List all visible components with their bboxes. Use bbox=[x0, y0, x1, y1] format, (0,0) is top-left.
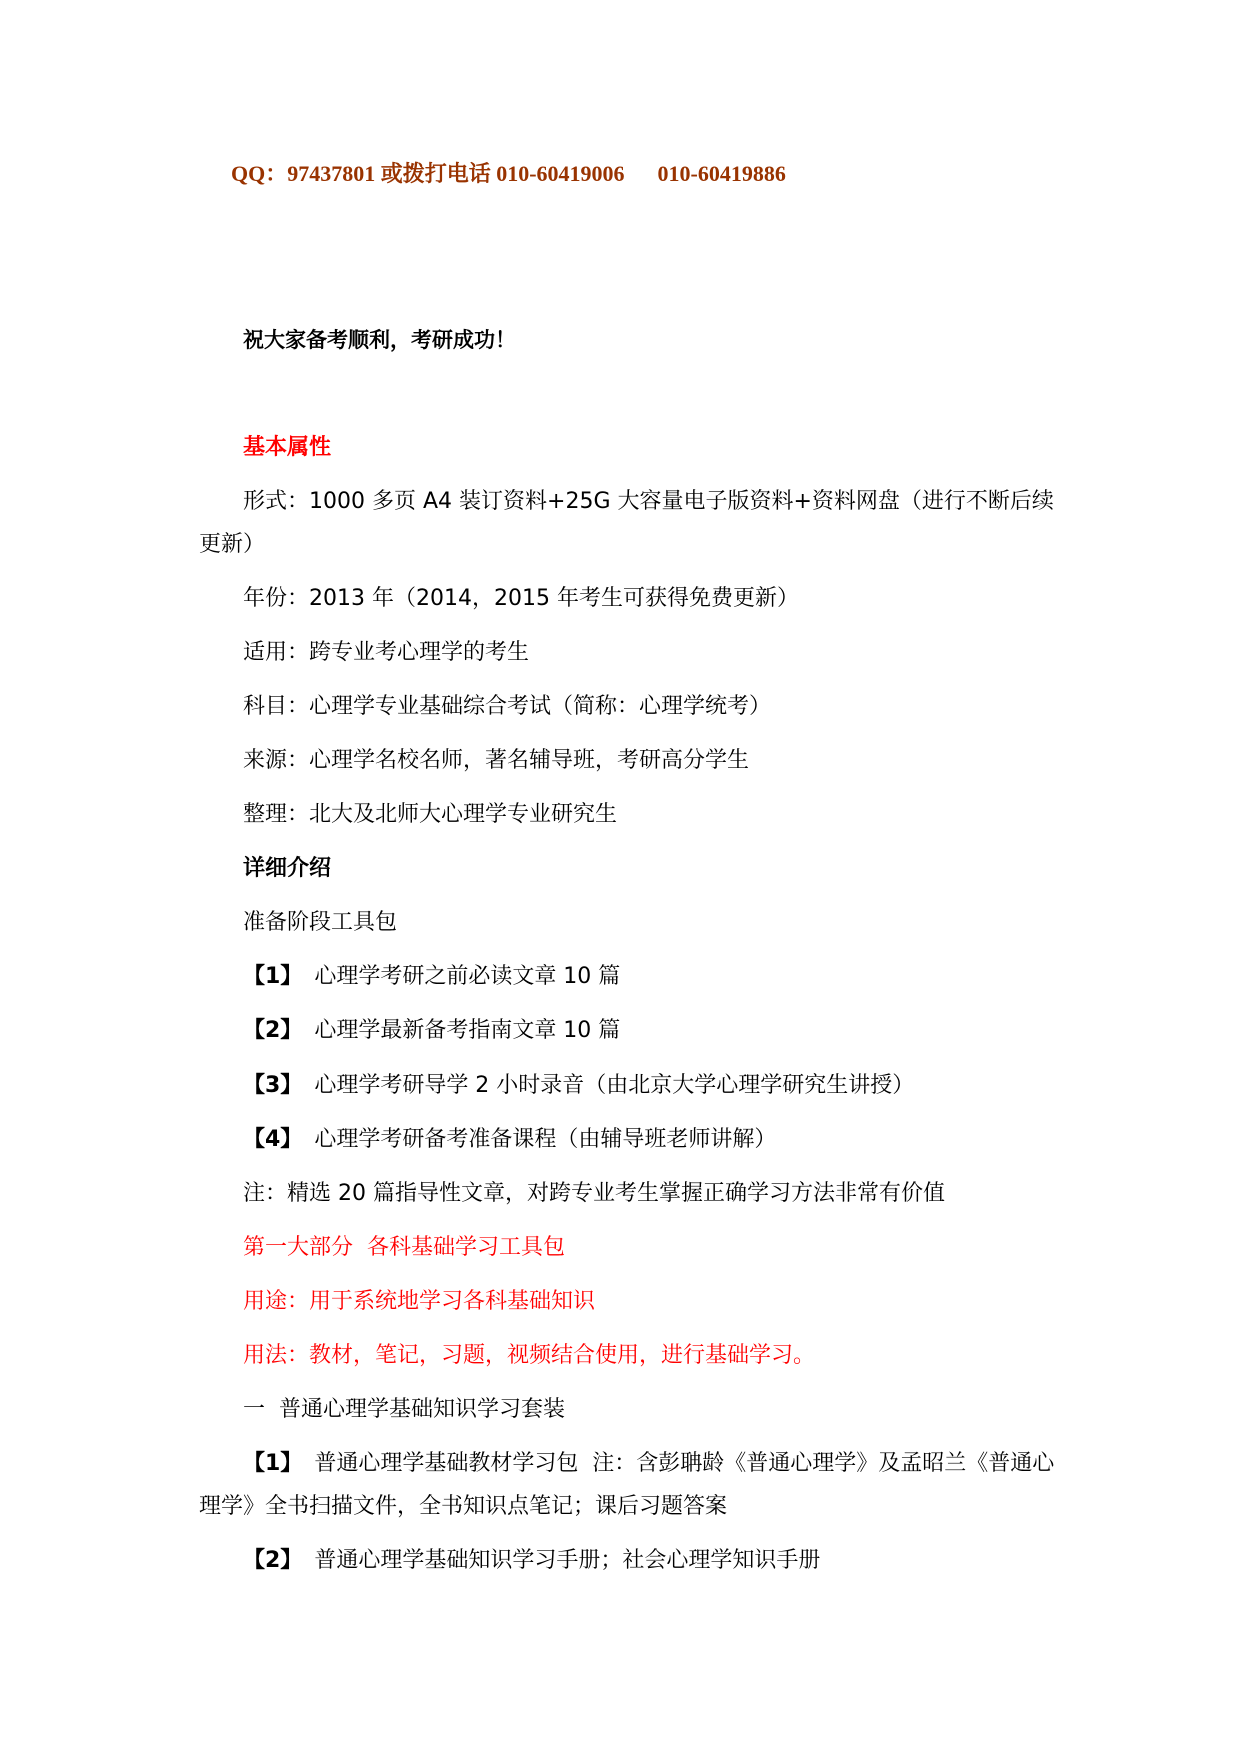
detail-heading-paragraph bbox=[199, 848, 1099, 891]
list-item bbox=[199, 1540, 1099, 1583]
list-item bbox=[199, 1119, 1099, 1162]
basic-heading-paragraph bbox=[199, 427, 1099, 470]
source-paragraph bbox=[199, 740, 1099, 783]
prep-item-1 bbox=[199, 956, 1099, 999]
subject-line: 科目：心理学专业基础综合考试（简称：心理学统考） bbox=[243, 693, 772, 719]
prep-item-4 bbox=[199, 1119, 1099, 1162]
prep-item-2 bbox=[199, 1010, 1099, 1053]
item-marker: 【4】 bbox=[243, 1126, 303, 1152]
form-paragraph bbox=[199, 481, 1099, 566]
list-item bbox=[199, 956, 1099, 999]
kit-title: 一 普通心理学基础知识学习套装 bbox=[243, 1397, 565, 1423]
kit-item-2 bbox=[199, 1540, 1099, 1583]
section-heading-basic-attributes: 基本属性 bbox=[243, 435, 332, 460]
list-item bbox=[199, 1443, 1099, 1486]
item-marker: 【2】 bbox=[243, 1018, 303, 1044]
prep-note-paragraph bbox=[199, 1173, 1099, 1216]
list-item bbox=[199, 1010, 1099, 1053]
item-marker: 【2】 bbox=[243, 1547, 303, 1573]
year-line: 年份：2013 年（2014，2015 年考生可获得免费更新） bbox=[243, 585, 799, 611]
part1-purpose: 用途：用于系统地学习各科基础知识 bbox=[243, 1288, 596, 1314]
item-text: 心理学考研备考准备课程（由辅导班老师讲解） bbox=[314, 1126, 777, 1152]
year-paragraph bbox=[199, 578, 1099, 621]
source-line: 来源：心理学名校名师，著名辅导班，考研高分学生 bbox=[243, 747, 750, 773]
list-item bbox=[199, 1065, 1099, 1108]
compiler-paragraph bbox=[199, 794, 1099, 837]
part1-title-paragraph bbox=[199, 1227, 1099, 1270]
kit-item-1 bbox=[199, 1443, 1099, 1528]
list-item-continuation: 理学》全书扫描文件，全书知识点笔记；课后习题答案 bbox=[199, 1493, 728, 1519]
section-heading-detail: 详细介绍 bbox=[243, 856, 332, 882]
item-text: 心理学考研之前必读文章 10 篇 bbox=[314, 964, 621, 990]
contact-line: QQ：97437801 或拨打电话 010-60419006 010-60419886 bbox=[231, 161, 786, 186]
compiler-line: 整理：北大及北师大心理学专业研究生 bbox=[243, 802, 618, 828]
item-text: 普通心理学基础教材学习包 注：含彭聃龄《普通心理学》及孟昭兰《普通心 bbox=[314, 1451, 1055, 1477]
item-marker: 【3】 bbox=[243, 1072, 303, 1098]
part1-usage-paragraph bbox=[199, 1335, 1099, 1378]
kit-title-paragraph bbox=[199, 1389, 1099, 1432]
audience-line: 适用：跨专业考心理学的考生 bbox=[243, 639, 530, 665]
prep-title: 准备阶段工具包 bbox=[243, 910, 398, 936]
greeting: 祝大家备考顺利，考研成功！ bbox=[243, 328, 516, 352]
prep-note: 注：精选 20 篇指导性文章，对跨专业考生掌握正确学习方法非常有价值 bbox=[243, 1180, 945, 1206]
prep-item-3 bbox=[199, 1065, 1099, 1108]
audience-paragraph bbox=[199, 632, 1099, 675]
subject-paragraph bbox=[199, 686, 1099, 729]
item-text: 普通心理学基础知识学习手册；社会心理学知识手册 bbox=[314, 1547, 821, 1573]
item-text: 心理学最新备考指南文章 10 篇 bbox=[314, 1018, 621, 1044]
form-line-1: 形式：1000 多页 A4 装订资料+25G 大容量电子版资料+资料网盘（进行不断后续 bbox=[243, 489, 1054, 515]
item-marker: 【1】 bbox=[243, 1451, 303, 1477]
prep-title-paragraph bbox=[199, 902, 1099, 945]
item-marker: 【1】 bbox=[243, 964, 303, 990]
item-text: 心理学考研导学 2 小时录音（由北京大学心理学研究生讲授） bbox=[314, 1072, 915, 1098]
part1-purpose-paragraph bbox=[199, 1281, 1099, 1324]
form-line-2: 更新） bbox=[199, 531, 266, 557]
part1-usage: 用法：教材，笔记，习题，视频结合使用，进行基础学习。 bbox=[243, 1343, 816, 1368]
part1-title: 第一大部分 各科基础学习工具包 bbox=[243, 1234, 565, 1260]
document-body bbox=[199, 427, 1099, 1594]
